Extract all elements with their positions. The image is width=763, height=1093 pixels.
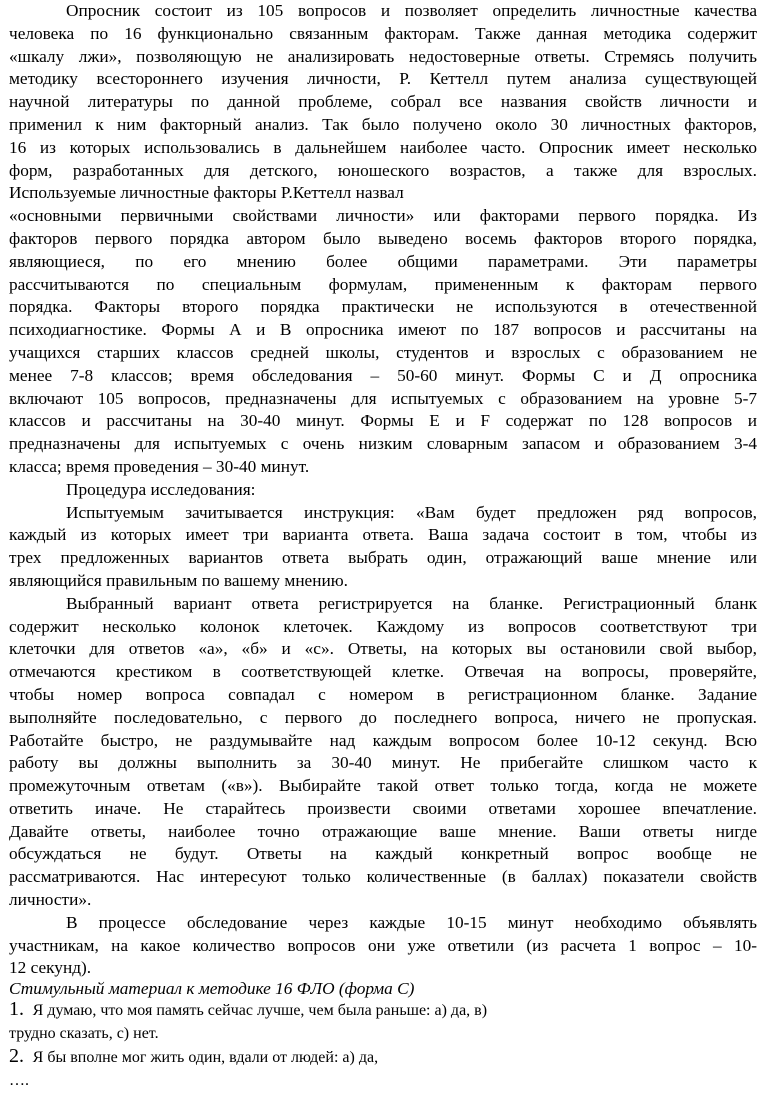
question-continuation: ….	[9, 1071, 29, 1089]
text-line: «основными первичными свойствами личности» или факторами первого порядка. Из	[9, 206, 757, 226]
text-line: В процессе обследование через каждые 10-15 минут необходимо объявлять	[66, 912, 757, 932]
text-line: методику всестороннего изучения личности, Р. Кеттелл путем анализа существующей	[9, 69, 757, 89]
text-line: классов и рассчитаны на 30-40 минут. Формы Е и F содержат по 128 вопросов и	[9, 411, 757, 431]
question-number: 1.	[9, 998, 24, 1021]
text-line: «шкалу лжи», позволяющую не анализировать недостоверные ответы. Стремясь получить	[9, 46, 757, 66]
text-line: форм, разработанных для детского, юношеского возрастов, а также для взрослых.	[9, 160, 757, 180]
text-line: предназначены для испытуемых с очень низким словарным запасом и образованием 3-4	[9, 434, 757, 454]
text-line: 12 секунд).	[9, 958, 92, 978]
stimulus-heading: Стимульный материал к методике 16 ФЛО (форма С)	[9, 980, 415, 999]
text-line: класса; время проведения – 30-40 минут.	[9, 456, 310, 476]
text-line: Выбранный вариант ответа регистрируется на бланке. Регистрационный бланк	[66, 593, 757, 613]
text-line: работу вы должны выполнить за 30-40 минут. Не прибегайте слишком часто к	[9, 753, 757, 773]
text-line: клеточки для ответов «а», «б» и «с». Ответы, на которых вы остановили свой выбор,	[9, 639, 757, 659]
text-line: Давайте ответы, наиболее точно отражающие ваше мнение. Ваши ответы нигде	[9, 821, 757, 841]
paragraph-procedure	[9, 912, 757, 980]
question-item	[9, 998, 757, 1023]
question-list	[9, 998, 757, 1092]
paragraph-intro	[9, 0, 757, 205]
question-text: Я бы вполне мог жить один, вдали от людей: а) да,	[32, 1049, 379, 1067]
text-line: выполняйте последовательно, с первого до последнего вопроса, ничего не пропуская.	[9, 707, 757, 727]
text-line: рассчитываются по специальным формулам, примененным к факторам первого	[9, 274, 757, 294]
text-line: содержит несколько колонок клеточек. Каждому из вопросов соответствуют три	[9, 616, 757, 636]
question-item	[9, 1045, 757, 1070]
text-line: каждый из которых имеет три варианта ответа. Ваша задача состоит в том, чтобы из	[9, 525, 757, 545]
paragraph-factors	[9, 205, 757, 479]
text-line: являющийся правильным по вашему мнению.	[9, 570, 348, 590]
text-line: Испытуемым зачитывается инструкция: «Вам будет предложен ряд вопросов,	[66, 502, 757, 522]
paragraph-answer-form	[9, 593, 757, 912]
text-line: психодиагностике. Формы А и В опросника имеют по 187 вопросов и рассчитаны на	[9, 320, 757, 340]
text-line: ответить иначе. Не старайтесь произвести своими ответами хорошее впечатление.	[9, 798, 757, 818]
text-line: обсуждаться не будут. Ответы на каждый конкретный вопрос вообще не	[9, 844, 757, 864]
paragraph-instruction	[9, 502, 757, 593]
text-line: трех предложенных вариантов ответа выбрать один, отражающий ваше мнение или	[9, 548, 757, 568]
text-line: Работайте быстро, не раздумывайте над каждым вопросом более 10-12 секунд. Всю	[9, 730, 757, 750]
text-line: применил к ним факторный анализ. Так было получено около 30 личностных факторов,	[9, 114, 757, 134]
text-line: отмечаются крестиком в соответствующей клетке. Отвечая на вопросы, проверяйте,	[9, 662, 757, 682]
text-line: Используемые личностные факторы Р.Кеттелл назвал	[9, 183, 404, 203]
text-line: чтобы номер вопроса совпадал с номером в регистрационном бланке. Задание	[9, 684, 757, 704]
text-line: человека по 16 функционально связанным факторам. Также данная методика содержит	[9, 23, 757, 43]
text-line: учащихся старших классов средней школы, студентов и взрослых с образованием не	[9, 342, 757, 362]
question-text: Я думаю, что моя память сейчас лучше, чем была раньше: а) да, в)	[32, 1002, 488, 1020]
text-line: включают 105 вопросов, предназначены для испытуемых с образованием на уровне 5-7	[9, 388, 757, 408]
question-continuation: трудно сказать, с) нет.	[9, 1025, 159, 1043]
text-line: порядка. Факторы второго порядка практически не используются в отечественной	[9, 297, 757, 317]
document-page	[9, 0, 757, 1092]
text-line: рассматриваются. Нас интересуют только количественные (в баллах) показатели свойств	[9, 867, 757, 887]
procedure-heading: Процедура исследования:	[66, 479, 256, 499]
text-line: научной литературы по данной проблеме, собрал все названия свойств личности и	[9, 92, 757, 112]
text-line: участникам, на какое количество вопросов они уже ответили (из расчета 1 вопрос – 10-	[9, 935, 757, 955]
text-line: промежуточным ответам («в»). Выбирайте такой ответ только тогда, когда не можете	[9, 776, 757, 796]
text-line: являющиеся, по его мнению более общими параметрами. Эти параметры	[9, 251, 757, 271]
text-line: 16 из которых использовались в дальнейшем наиболее часто. Опросник имеет несколько	[9, 137, 757, 157]
text-line: факторов первого порядка автором было выведено восемь факторов второго порядка,	[9, 228, 757, 248]
text-line: менее 7-8 классов; время обследования – 50-60 минут. Формы С и Д опросника	[9, 365, 757, 385]
question-number: 2.	[9, 1045, 24, 1068]
text-line: Опросник состоит из 105 вопросов и позволяет определить личностные качества	[66, 1, 757, 20]
text-line: личности».	[9, 890, 92, 910]
